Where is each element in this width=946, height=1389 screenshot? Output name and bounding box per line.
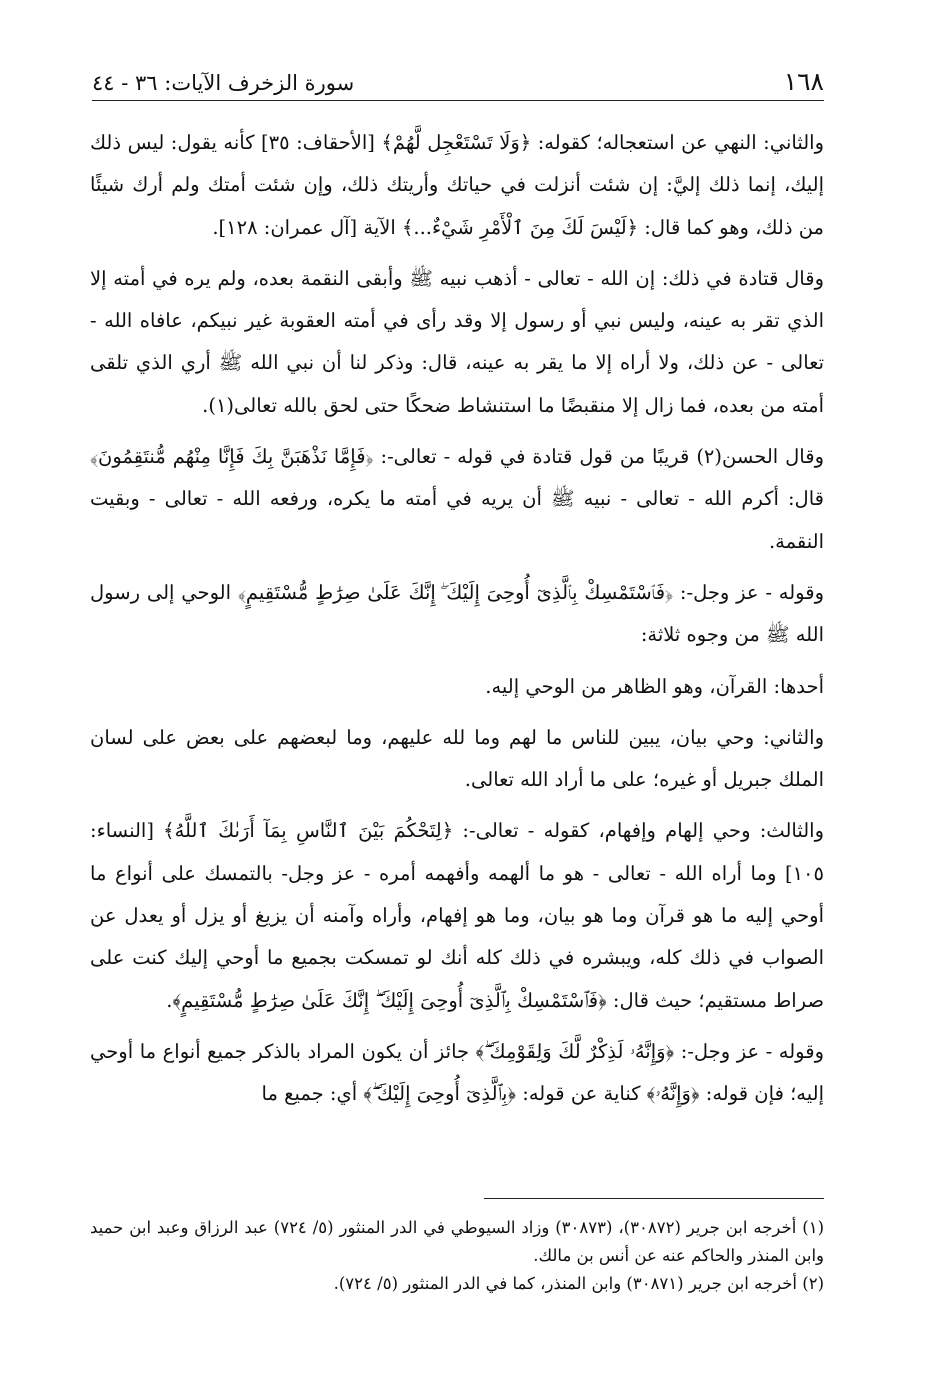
- paragraph: وقال الحسن(٢) قريبًا من قول قتادة في قوله - تعالى-: ﴿فَإِمَّا نَذْهَبَنَّ بِكَ فَإِنَّا مِنْهُم مُّنتَقِمُونَ﴾ قال: أكرم الله - تعالى - نبيه ﷺ أن يريه في أمته ما يكره، ورفعه الله - تعالى - وبقيت النقمة.: [90, 445, 824, 553]
- paragraph: والثاني: النهي عن استعجاله؛ كقوله: ﴿وَلَا تَسْتَعْجِل لَّهُمْ﴾ [الأحقاف: ٣٥] كأنه يقول: ليس ذلك إليك، إنما ذلك إليَّ: إن شئت أنزلت في حياتك وأريتك ذلك، وإن شئت أمتك ولم أرك شيئًا من ذلك، وهو كما قال: ﴿لَيْسَ لَكَ مِنَ ٱلْأَمْرِ شَيْءٌ...﴾ الآية [آل عمران: ١٢٨].: [90, 131, 824, 239]
- footnote-divider: [484, 1198, 824, 1199]
- footnotes: [90, 1214, 824, 1298]
- running-title: سورة الزخرف الآيات: ٣٦ - ٤٤: [92, 71, 355, 95]
- paragraph: أحدها: القرآن، وهو الظاهر من الوحي إليه.: [485, 674, 824, 698]
- paragraph: وقال قتادة في ذلك: إن الله - تعالى - أذهب نبيه ﷺ وأبقى النقمة بعده، ولم يره في أمته إلا الذي تقر به عينه، وليس نبي أو رسول إلا وقد رأى في أمته العقوبة غير نبيكم، عافاه الله - تعالى - عن ذلك، ولا أراه إلا ما يقر به عينه، قال: وذكر لنا أن نبي الله ﷺ أري الذي تلقى أمته من بعده، فما زال إلا منقبضًا ما استنشاط ضحكًا حتى لحق بالله تعالى(١).: [90, 266, 824, 417]
- paragraph: والثالث: وحي إلهام وإفهام، كقوله - تعالى-: ﴿لِتَحْكُمَ بَيْنَ ٱلنَّاسِ بِمَآ أَرَىٰكَ ٱللَّهُ﴾ [النساء: ١٠٥] وما أراه الله - تعالى - هو ما ألهمه وأفهمه أمره - عز وجل- بالتمسك على أنواع ما أوحي إليه ما هو قرآن وما هو بيان، وما هو إفهام، وأراه وآمنه أن يزيغ أو يزل أو يعدل عن الصواب في ذلك كله، ويبشره في ذلك كله أنك لو تمسكت بجميع ما أوحي إليك كنت على صراط مستقيم؛ حيث قال: ﴿فَٱسْتَمْسِكْ بِٱلَّذِىٓ أُوحِىَ إِلَيْكَ ۖ إِنَّكَ عَلَىٰ صِرَٰطٍ مُّسْتَقِيمٍ﴾.: [90, 819, 824, 1012]
- paragraph: وقوله - عز وجل-: ﴿فَٱسْتَمْسِكْ بِٱلَّذِىٓ أُوحِىَ إِلَيْكَ ۖ إِنَّكَ عَلَىٰ صِرَٰطٍ مُّسْتَقِيمٍ﴾ الوحي إلى رسول الله ﷺ من وجوه ثلاثة:: [90, 580, 824, 647]
- page-number: ١٦٨: [783, 67, 824, 96]
- footnote: (١) أخرجه ابن جرير (٣٠٨٧٢)، (٣٠٨٧٣) وزاد السيوطي في الدر المنثور (٥/ ٧٢٤) عبد الرزاق وعبد ابن حميد وابن المنذر والحاكم عنه عن أنس بن مالك.: [90, 1218, 824, 1265]
- main-text: [90, 122, 824, 1116]
- footnote: (٢) أخرجه ابن جرير (٣٠٨٧١) وابن المنذر، كما في الدر المنثور (٥/ ٧٢٤).: [333, 1274, 824, 1293]
- page-header: [92, 62, 824, 101]
- paragraph: وقوله - عز وجل-: ﴿وَإِنَّهُۥ لَذِكْرٌ لَّكَ وَلِقَوْمِكَ ۖ﴾ جائز أن يكون المراد بالذكر جميع أنواع ما أوحي إليه؛ فإن قوله: ﴿وَإِنَّهُۥ﴾ كناية عن قوله: ﴿بِٱلَّذِىٓ أُوحِىَ إِلَيْكَ ۖ﴾ أي: جميع ما: [90, 1039, 824, 1106]
- paragraph: والثاني: وحي بيان، يبين للناس ما لهم وما لله عليهم، وما لبعضهم على بعض على لسان الملك جبريل أو غيره؛ على ما أراد الله تعالى.: [90, 725, 824, 792]
